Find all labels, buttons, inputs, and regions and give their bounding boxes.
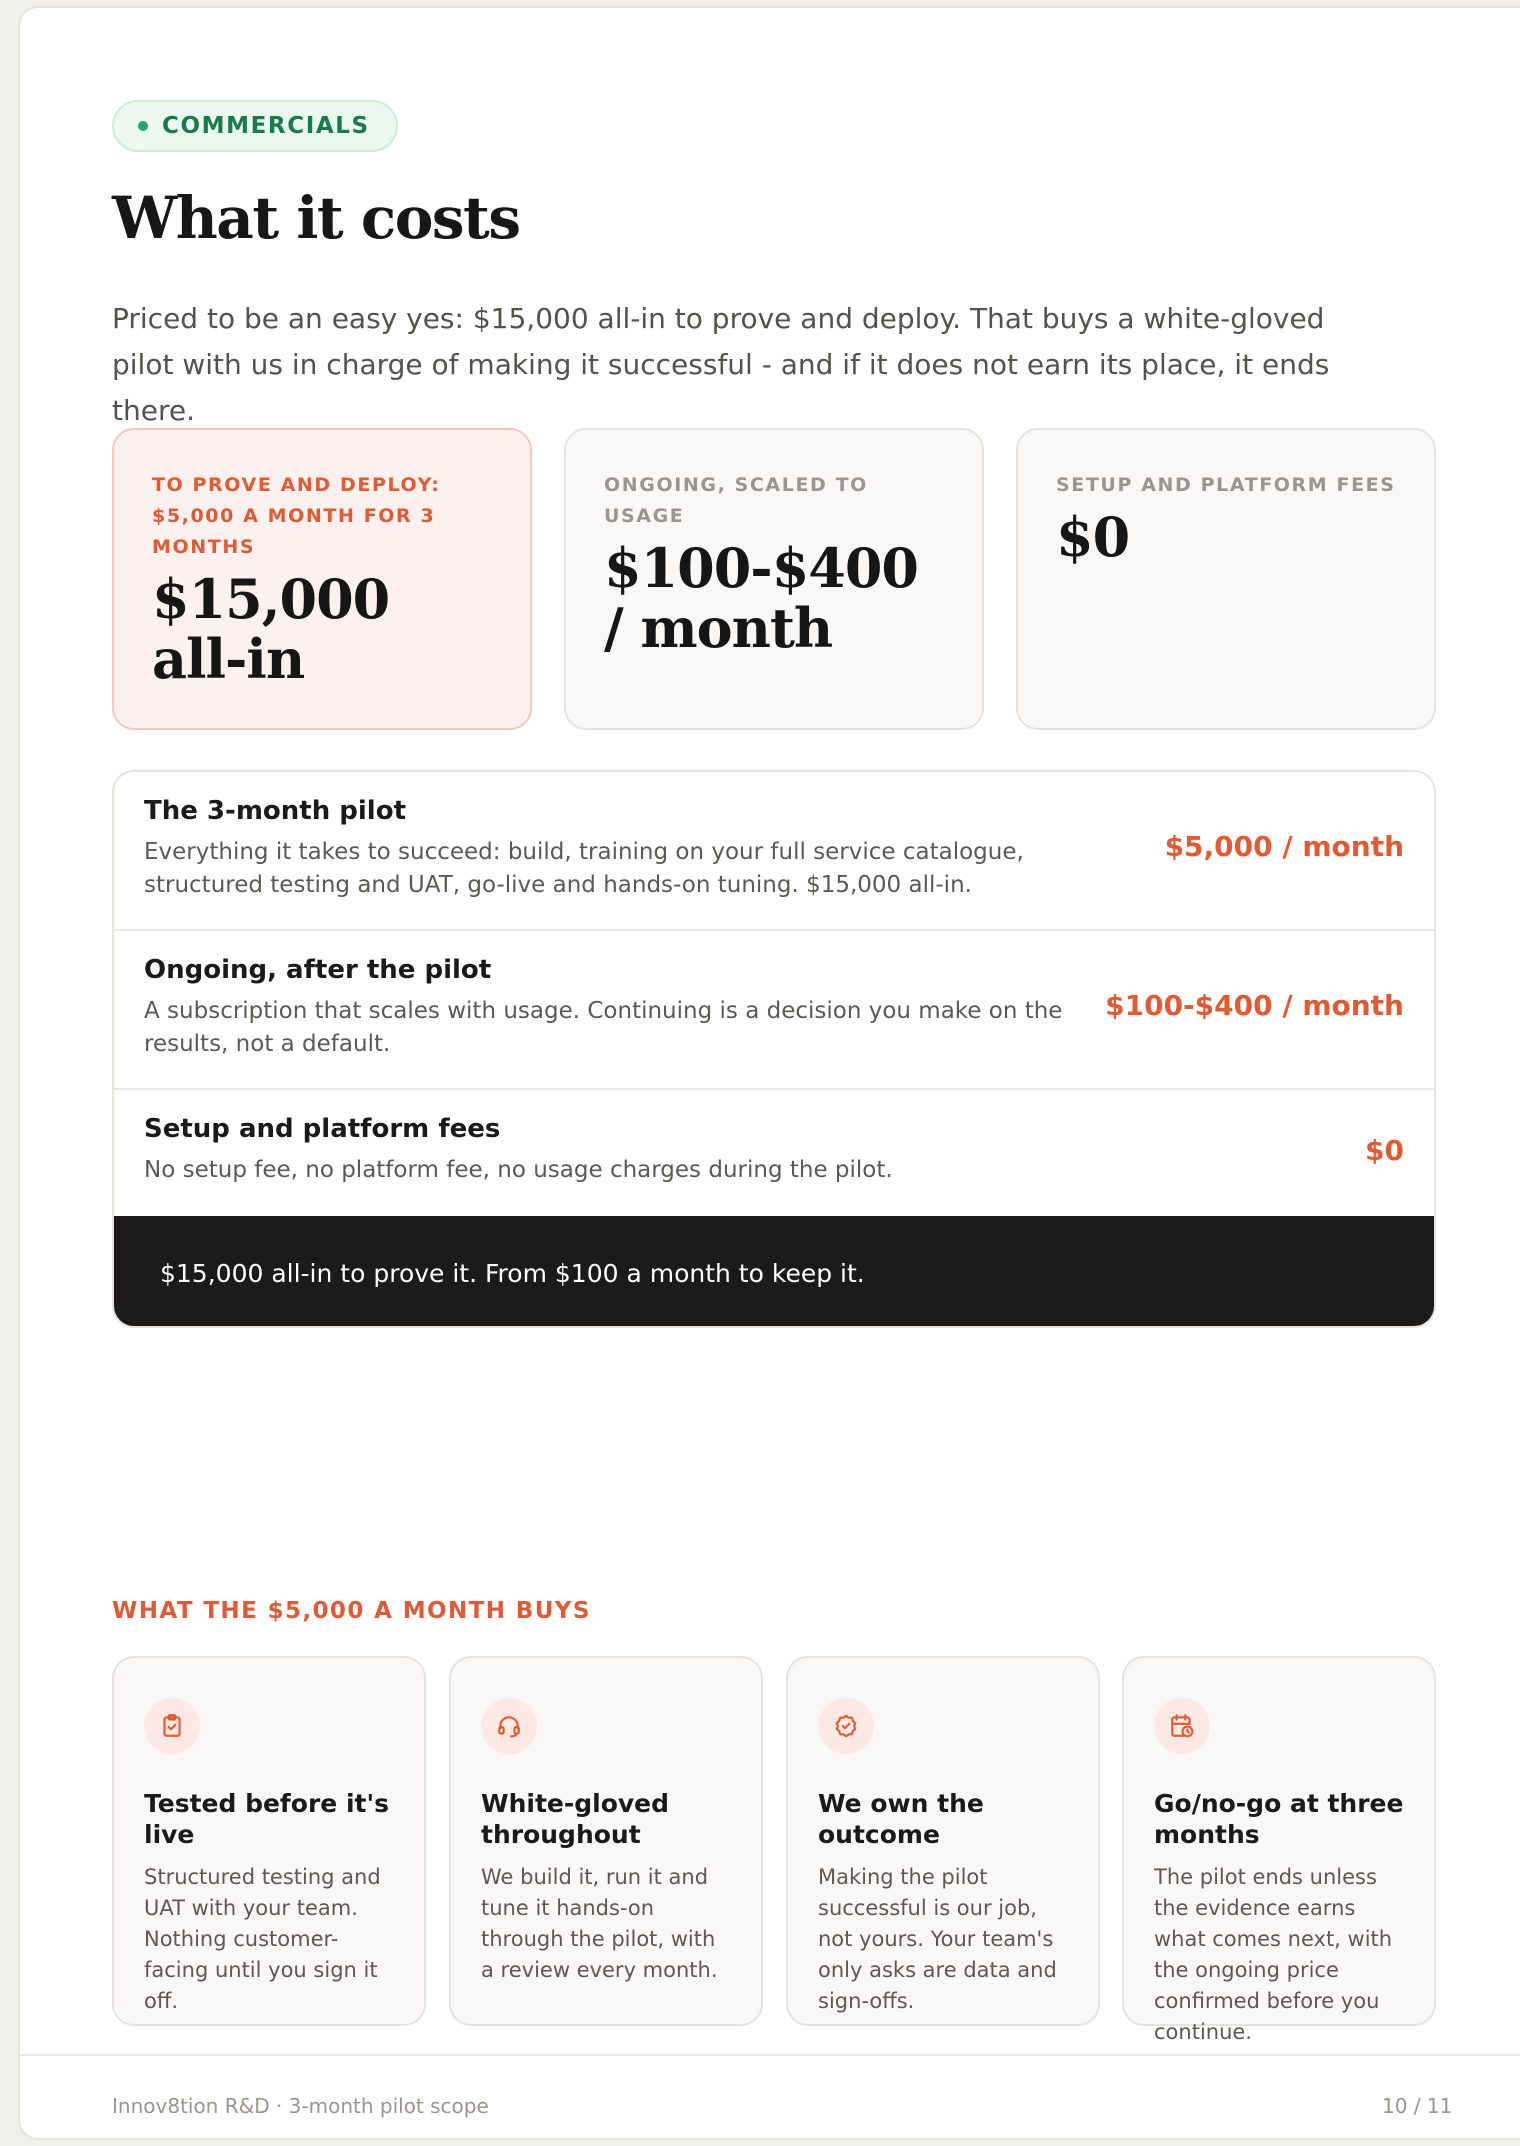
- pricing-row-title: The 3-month pilot: [144, 796, 406, 826]
- summary-card-fees: [1016, 428, 1436, 730]
- feature-title: White-gloved throughout: [481, 1789, 670, 1849]
- feature-description: The pilot ends unless the evidence earns what comes next, with the ongoing price confirmed before you continue.: [1154, 1865, 1393, 2044]
- pricing-row-description: Everything it takes to succeed: build, training on your full service catalogue, structured testing and UAT, go-live and hands-on tuning. $15,000 all-in.: [144, 839, 1024, 898]
- intro-text: Priced to be an easy yes: $15,000 all-in to prove and deploy. That buys a white-gloved pilot with us in charge of making it successful - and if it does not earn its place, it ends there.: [112, 302, 1330, 427]
- footer-document-label: Innov8tion R&D · 3-month pilot scope: [112, 2094, 489, 2118]
- summary-card-value: $100-$400 / month: [604, 536, 918, 660]
- pill-dot-icon: [138, 121, 148, 131]
- summary-card-value: $15,000 all-in: [152, 567, 390, 691]
- pricing-row-price: $5,000 / month: [1164, 830, 1404, 863]
- badge-check-icon: [818, 1698, 874, 1754]
- pricing-table: [112, 770, 1436, 1328]
- pricing-row-description: No setup fee, no platform fee, no usage charges during the pilot.: [144, 1157, 893, 1183]
- clipboard-check-icon: [144, 1698, 200, 1754]
- pricing-row-fees: [114, 1090, 1434, 1216]
- page-footer: [20, 2054, 1520, 2140]
- feature-description: We build it, run it and tune it hands-on through the pilot, with a review every month.: [481, 1865, 718, 1982]
- features-heading: WHAT THE $5,000 A MONTH BUYS: [112, 1598, 591, 1624]
- feature-description: Making the pilot successful is our job, not yours. Your team's only asks are data and sign-offs.: [818, 1865, 1057, 2013]
- feature-description: Structured testing and UAT with your team. Nothing customer-facing until you sign it off.: [144, 1865, 381, 2013]
- page-title: What it costs: [112, 184, 520, 252]
- summary-cards: [112, 428, 1436, 730]
- calendar-clock-icon: [1154, 1698, 1210, 1754]
- section-pill-label: COMMERCIALS: [162, 113, 370, 139]
- feature-card-go-no-go: [1122, 1656, 1436, 2044]
- summary-card-value: $0: [1056, 505, 1130, 569]
- pricing-row-title: Ongoing, after the pilot: [144, 955, 492, 985]
- summary-banner-text: $15,000 all-in to prove it. From $100 a month to keep it.: [160, 1258, 865, 1288]
- summary-card-label: TO PROVE AND DEPLOY: $5,000 A MONTH FOR 3 MONTHS: [152, 474, 441, 558]
- pricing-row-description: A subscription that scales with usage. Continuing is a decision you make on the results, not a default.: [144, 998, 1063, 1057]
- page: [18, 6, 1520, 2140]
- summary-card-label: SETUP AND PLATFORM FEES: [1056, 474, 1396, 496]
- summary-card-ongoing: [564, 428, 984, 730]
- feature-card-tested: [112, 1656, 426, 2026]
- pricing-row-price: $0: [1365, 1134, 1404, 1167]
- footer-page-number: 10 / 11: [1382, 2094, 1453, 2118]
- summary-banner: [114, 1216, 1434, 1328]
- summary-card-prove: [112, 428, 532, 730]
- feature-card-white-gloved: [449, 1656, 763, 2026]
- section-pill: [112, 100, 398, 152]
- feature-card-outcome: [786, 1656, 1100, 2026]
- feature-title: Go/no-go at three months: [1154, 1789, 1404, 1849]
- pricing-row-price: $100-$400 / month: [1105, 989, 1404, 1022]
- pricing-row-ongoing: [114, 931, 1434, 1090]
- pricing-row-pilot: [114, 772, 1434, 931]
- summary-card-label: ONGOING, SCALED TO USAGE: [604, 474, 868, 527]
- headset-icon: [481, 1698, 537, 1754]
- feature-cards: [112, 1656, 1436, 2044]
- feature-title: We own the outcome: [818, 1789, 984, 1849]
- feature-title: Tested before it's live: [144, 1789, 390, 1849]
- pricing-row-title: Setup and platform fees: [144, 1114, 501, 1144]
